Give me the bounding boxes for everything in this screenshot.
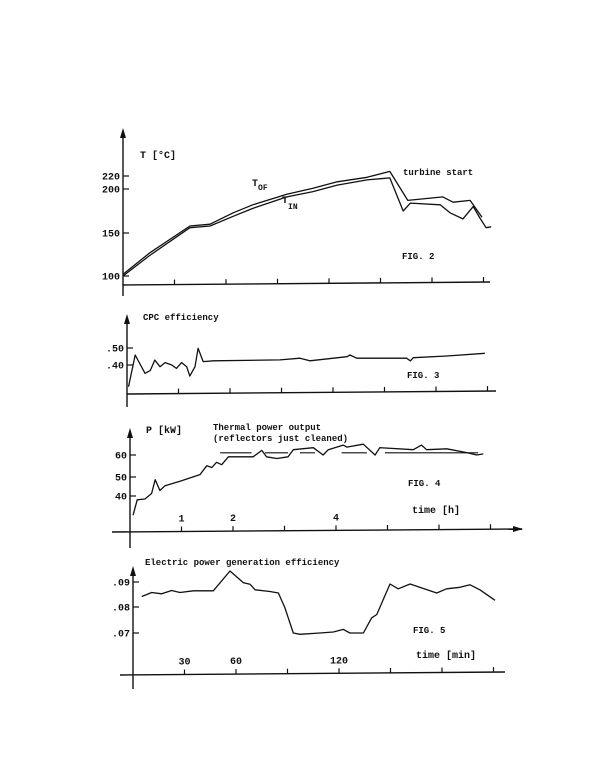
fig2 [140,150,473,262]
fig4-x-tick-label: 4 [332,513,340,525]
fig3-y-tick-label: .40 [105,361,124,373]
fig5-y-tick-label: .08 [111,603,130,615]
fig3-title: CPC efficiency [143,313,219,323]
fig4-figure-label: FIG. 4 [408,479,441,489]
fig2-series-name: T [282,196,289,207]
fig3-figure-label: FIG. 3 [407,371,440,381]
fig5 [145,558,476,662]
fig4-y-axis-label: P [kW] [146,426,183,437]
fig4-y-tick-label: 40 [114,492,127,504]
fig2-x-axis [123,282,490,285]
fig5-x-axis-label: time [min] [416,651,477,662]
fig3-plot [106,314,496,407]
fig2-series-sub: IN [288,203,298,212]
fig5-x-axis [120,672,505,675]
fig5-y-axis-arrow-icon [130,566,136,576]
fig2-figure-label: FIG. 2 [402,252,435,262]
fig4-y-tick-label: 60 [114,451,127,463]
fig4-x-tick-label: 2 [229,514,237,526]
fig2-annotation-turbine-start: turbine start [403,168,474,178]
fig5-series-line-0 [142,571,495,634]
fig4-x-tick-label: 1 [178,514,185,526]
fig4-subtitle: (reflectors just cleaned) [213,434,349,444]
fig5-figure-label: FIG. 5 [413,626,446,636]
fig4-title: Thermal power output [213,423,322,433]
fig2-y-tick-label: 200 [101,185,120,197]
fig2-series-sub: OF [258,184,268,193]
fig5-plot [112,566,505,689]
fig4-y-axis-arrow-icon [127,428,133,438]
fig5-title: Electric power generation efficiency [145,558,340,568]
fig3-y-axis-arrow-icon [124,314,130,324]
fig5-x-tick-label: 60 [229,657,243,669]
fig2-y-tick-label: 220 [101,172,120,184]
fig3-x-axis [127,391,496,394]
fig2-y-axis-arrow-icon [120,128,126,138]
fig4-plot [112,428,523,548]
fig4-x-axis-label: time [h] [412,506,461,517]
fig2-series-label-tof [252,179,268,193]
fig2-y-tick-label: 100 [101,272,120,284]
fig4 [146,423,460,517]
fig4-y-tick-label: 50 [114,473,127,485]
fig2-y-tick-label: 150 [101,229,120,241]
fig2-y-axis-label: T [°C] [140,151,177,162]
fig5-y-tick-label: .07 [111,629,130,641]
fig3-y-tick-label: .50 [105,344,124,356]
fig4-x-axis [112,529,522,532]
fig2-series-line-1 [123,178,491,276]
fig5-x-tick-label: 30 [178,657,191,669]
fig2-series-name: T [252,179,259,190]
fig3-series-line-0 [129,348,485,387]
fig4-x-axis-arrow-icon [513,526,523,532]
fig5-x-tick-label: 120 [329,656,349,668]
fig5-y-tick-label: .09 [111,578,130,590]
